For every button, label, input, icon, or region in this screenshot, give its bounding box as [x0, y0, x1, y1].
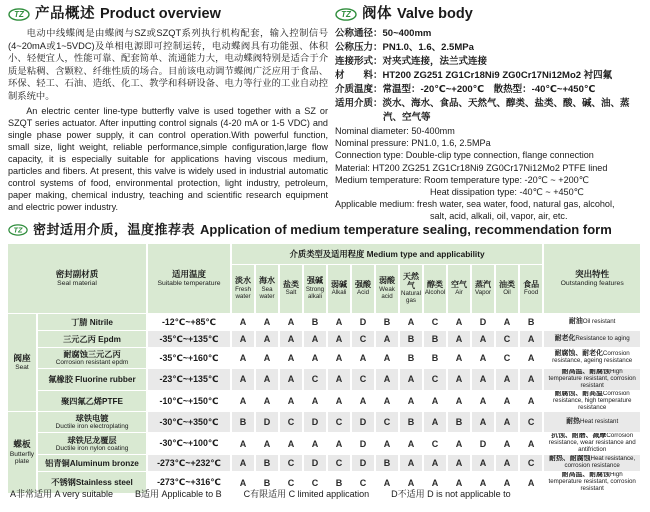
grade-cell: A: [328, 314, 350, 330]
feature-zh: 耐老化: [554, 334, 576, 342]
grade-cell: C: [424, 314, 446, 330]
table-row: [8, 348, 640, 368]
table-head: [8, 244, 640, 313]
grade-cell: C: [520, 412, 542, 432]
grade-cell: A: [232, 455, 254, 471]
medium-header-zh: 油类: [499, 279, 516, 289]
material-name: 丁腈 Nitrile: [71, 317, 113, 327]
product-overview-section: [8, 5, 328, 213]
material-cell: [38, 455, 146, 471]
grade-cell: B: [376, 455, 398, 471]
grade-cell: A: [400, 472, 422, 493]
grade-cell: A: [424, 412, 446, 432]
recommendation-heading: [8, 221, 644, 239]
grade-cell: A: [232, 369, 254, 390]
outstanding-features-header-en: Outstanding features: [560, 280, 624, 288]
legend-item: D不适用 D is not applicable to: [391, 489, 511, 499]
material-cell: [38, 331, 146, 347]
group-cell: [8, 314, 36, 411]
grade-cell: A: [472, 331, 494, 347]
group-label-zh: 蝶板: [13, 439, 31, 449]
recommendation-title-en: Application of medium temperature sealing, recommendation form: [200, 222, 612, 237]
medium-type-span-header: 介质类型及适用程度 Medium type and applicability: [232, 244, 542, 264]
grade-cell: A: [520, 433, 542, 454]
material-name: 三元乙丙 Epdm: [63, 334, 121, 344]
brand-logo-icon: [8, 224, 28, 236]
medium-header-cell: [400, 265, 422, 313]
material-name-en: Ductile iron electroplating: [55, 423, 129, 431]
grade-cell: A: [520, 391, 542, 412]
grade-cell: A: [400, 391, 422, 412]
grade-cell: A: [448, 331, 470, 347]
material-name-en: Corrosion resistant epdm: [55, 359, 129, 366]
medium-header-en: Strong alkali: [305, 286, 325, 300]
grade-cell: A: [472, 455, 494, 471]
table-row: [8, 331, 640, 347]
medium-header-zh: 空气: [451, 279, 468, 289]
grade-cell: A: [352, 391, 374, 412]
feature-en: Resistance to aging: [575, 334, 630, 342]
feature-en: Heat resistance, corrosion resistance: [564, 455, 636, 470]
medium-header-en: Salt: [285, 289, 297, 297]
grade-cell: A: [400, 369, 422, 390]
grade-cell: A: [448, 433, 470, 454]
medium-header-en: Natural gas: [401, 290, 421, 305]
grade-cell: B: [424, 331, 446, 347]
grade-cell: A: [400, 433, 422, 454]
material-name: 耐腐蚀三元乙丙: [63, 350, 121, 359]
feature-en: Corrosion resistance, ageing resistance: [552, 350, 633, 364]
grade-cell: A: [328, 348, 350, 368]
brand-logo-icon: [335, 8, 357, 21]
medium-header-en: Alkali: [331, 289, 347, 297]
grade-cell: A: [376, 348, 398, 368]
material-name: 球铁尼龙覆层: [67, 435, 117, 445]
grade-cell: C: [352, 369, 374, 390]
grade-cell: A: [472, 348, 494, 368]
grade-cell: B: [304, 314, 326, 330]
grade-cell: A: [376, 472, 398, 493]
grade-cell: A: [280, 391, 302, 412]
grade-cell: A: [448, 314, 470, 330]
feature-cell: [544, 348, 640, 368]
grade-cell: A: [424, 391, 446, 412]
grade-cell: C: [280, 455, 302, 471]
feature-cell: [544, 472, 640, 493]
valve-body-zh-line: 公称通径：50~400mm: [335, 28, 432, 39]
seal-material-header-zh: 密封副材质: [55, 268, 99, 279]
medium-header-zh: 蒸汽: [475, 279, 492, 289]
grade-cell: B: [400, 331, 422, 347]
temperature-cell: -12℃~+85℃: [148, 314, 230, 330]
group-label-en: Seat: [15, 364, 29, 372]
grade-cell: A: [448, 391, 470, 412]
suitable-temperature-header-zh: 适用温度: [172, 268, 207, 279]
grade-cell: A: [496, 314, 518, 330]
grade-cell: A: [400, 314, 422, 330]
feature-zh: 耐高温、耐腐蚀: [561, 472, 610, 479]
grade-cell: C: [520, 455, 542, 471]
overview-title-zh: 产品概述: [35, 6, 95, 22]
grade-cell: A: [232, 348, 254, 368]
grade-cell: A: [496, 433, 518, 454]
grade-cell: A: [496, 412, 518, 432]
grade-cell: A: [304, 433, 326, 454]
feature-cell: [544, 433, 640, 454]
grade-cell: A: [328, 433, 350, 454]
grade-cell: A: [520, 472, 542, 493]
grade-cell: A: [496, 369, 518, 390]
grade-cell: A: [472, 472, 494, 493]
table-row: [8, 433, 640, 454]
legend-item: A非常适用 A very suitable: [10, 489, 114, 499]
grade-cell: D: [472, 314, 494, 330]
grade-cell: D: [352, 412, 374, 432]
legend-item: C有限适用 C limited application: [243, 489, 370, 499]
legend-item: B适用 Applicable to B: [135, 489, 222, 499]
grade-cell: A: [232, 433, 254, 454]
overview-heading: [8, 5, 328, 23]
valve-body-zh-line: 公称压力：PN1.0、1.6、2.5MPa: [335, 42, 474, 53]
feature-cell: [544, 331, 640, 347]
seal-material-header-en: Seal material: [57, 280, 97, 288]
material-cell: [38, 314, 146, 330]
valve-body-en-line: Nominal pressure: PN1.0, 1.6, 2.5MPa: [335, 138, 491, 149]
grade-cell: B: [400, 348, 422, 368]
grade-cell: A: [280, 348, 302, 368]
grade-cell: D: [472, 433, 494, 454]
grade-cell: A: [448, 455, 470, 471]
medium-header-en: Oil: [503, 289, 511, 297]
valve-body-title-en: Valve body: [397, 6, 473, 22]
medium-header-en: Vapor: [474, 289, 492, 297]
grade-cell: A: [424, 455, 446, 471]
grade-cell: B: [400, 412, 422, 432]
feature-en: High temperature resistant, corrosion resistant: [548, 369, 636, 389]
material-name-en: Ductile iron nylon coating: [55, 444, 129, 452]
table-header-row: [8, 244, 640, 264]
grade-cell: A: [520, 369, 542, 390]
material-cell: [38, 412, 146, 432]
table-row: [8, 412, 640, 432]
grade-cell: C: [328, 412, 350, 432]
grade-cell: A: [496, 391, 518, 412]
table-row: [8, 455, 640, 471]
temperature-cell: -30℃~+100℃: [148, 433, 230, 454]
temperature-cell: -10℃~+150℃: [148, 391, 230, 412]
grade-cell: A: [232, 391, 254, 412]
feature-zh: 耐腐蚀、耐高温: [554, 390, 603, 397]
grade-cell: A: [424, 472, 446, 493]
grade-cell: A: [400, 455, 422, 471]
grade-cell: B: [424, 348, 446, 368]
grade-cell: B: [328, 472, 350, 493]
medium-header-zh: 弱酸: [379, 276, 396, 286]
table-row: [8, 391, 640, 412]
grade-cell: A: [256, 348, 278, 368]
recommendation-section: [8, 221, 644, 494]
medium-header-en: Weak acid: [379, 286, 395, 300]
feature-zh: 耐热、耐腐蚀: [549, 455, 591, 463]
medium-header-cell: [352, 265, 374, 313]
medium-header-zh: 食品: [523, 279, 540, 289]
medium-header-zh: 盐类: [283, 279, 300, 289]
medium-header-cell: [376, 265, 398, 313]
grade-cell: C: [280, 412, 302, 432]
grade-cell: A: [280, 331, 302, 347]
medium-header-zh: 强碱: [307, 276, 324, 286]
grade-cell: A: [448, 472, 470, 493]
group-cell: [8, 412, 36, 492]
group-label-en: Butterfly plate: [9, 450, 35, 465]
medium-header-cell: [256, 265, 278, 313]
legend-row: [10, 489, 511, 500]
grade-cell: D: [352, 455, 374, 471]
grade-cell: A: [496, 472, 518, 493]
grade-cell: B: [256, 472, 278, 493]
overview-paragraph-zh: 电动中线蝶阀是由蝶阀与SZ或SZQT系列执行机构配套，输入控制信号(4~20mA或1~5VDC)及单相电源即可控制运转，电动蝶阀具有功能强、体积小、轻便宜人，性能可靠、配套简单、流通能力大，电动蝶阀特别是适合于介质是粘稠、含颗粒、纤维性质的场合。目前该电动调节蝶阀广泛应用于食品、环保、轻工、石油、造纸、化工、教学和科研设备、电力等行业的工业自动控制系统中。: [8, 28, 328, 101]
temperature-cell: -35℃~+160℃: [148, 348, 230, 368]
valve-body-en-line: Heat dissipation type: -40℃ ~ +450℃: [430, 187, 584, 198]
grade-cell: A: [376, 433, 398, 454]
grade-cell: B: [256, 455, 278, 471]
grade-cell: D: [256, 412, 278, 432]
medium-header-zh: 海水: [259, 276, 276, 286]
material-name: 聚四氟乙烯PTFE: [61, 396, 123, 406]
grade-cell: A: [256, 331, 278, 347]
suitable-temperature-header-en: Suitable temperature: [157, 280, 221, 288]
medium-header-en: Food: [524, 289, 539, 297]
grade-cell: D: [304, 455, 326, 471]
material-name: 氟橡胶 Fluorine rubber: [48, 374, 136, 384]
grade-cell: C: [328, 455, 350, 471]
material-name: 铝青铜Aluminum bronze: [45, 458, 139, 468]
temperature-cell: -35℃~+135℃: [148, 331, 230, 347]
feature-zh: 耐腐蚀、耐老化: [554, 350, 603, 358]
valve-body-zh-line: 连接形式：对夹式连接，法兰式连接: [335, 56, 488, 67]
medium-header-cell: [520, 265, 542, 313]
feature-en: Heat resistant: [579, 417, 619, 425]
medium-header-cell: [232, 265, 254, 313]
grade-cell: D: [352, 433, 374, 454]
temperature-cell: -23℃~+135℃: [148, 369, 230, 390]
grade-cell: A: [376, 331, 398, 347]
feature-zh: 耐油: [568, 317, 583, 325]
material-cell: [38, 348, 146, 368]
grade-cell: A: [304, 391, 326, 412]
medium-header-en: Fresh water: [235, 286, 251, 300]
medium-header-cell: [328, 265, 350, 313]
table-row: [8, 369, 640, 390]
medium-header-cell: [448, 265, 470, 313]
temperature-cell: -273℃~+316℃: [148, 472, 230, 493]
feature-zh: 抗蚀、耐磨、减摩: [551, 433, 607, 440]
svg-text:TZ: TZ: [341, 9, 351, 19]
grade-cell: A: [304, 348, 326, 368]
grade-cell: A: [232, 472, 254, 493]
material-cell: [38, 391, 146, 412]
grade-cell: C: [304, 472, 326, 493]
valve-body-zh-line: 适用介质：淡水、海水、食品、天然气、醇类、盐类、酸、碱、油、蒸汽、空气等: [335, 98, 630, 123]
medium-header-en: Air: [455, 289, 463, 297]
grade-cell: C: [280, 472, 302, 493]
grade-cell: A: [280, 369, 302, 390]
medium-header-cell: [304, 265, 326, 313]
medium-header-zh: 天然气: [403, 272, 420, 290]
grade-cell: A: [496, 455, 518, 471]
feature-en: Oil resistant: [582, 317, 616, 325]
recommendation-table: [6, 243, 642, 494]
valve-body-heading: [335, 5, 645, 23]
feature-en: Corrosion resistance, high temperature resistance: [552, 390, 632, 411]
grade-cell: A: [328, 331, 350, 347]
grade-cell: A: [472, 369, 494, 390]
medium-header-zh: 强酸: [355, 279, 372, 289]
table-body: [8, 314, 640, 493]
valve-body-en-lines: [335, 125, 645, 223]
grade-cell: A: [256, 391, 278, 412]
grade-cell: A: [328, 391, 350, 412]
material-name: 不锈钢Stainless steel: [51, 478, 133, 488]
grade-cell: C: [424, 433, 446, 454]
medium-header-zh: 醇类: [427, 279, 444, 289]
grade-cell: A: [352, 348, 374, 368]
valve-body-zh-lines: [335, 27, 645, 125]
medium-header-zh: 淡水: [235, 276, 252, 286]
outstanding-features-header: [544, 244, 640, 313]
grade-cell: A: [376, 391, 398, 412]
medium-header-zh: 弱碱: [331, 279, 348, 289]
grade-cell: A: [520, 331, 542, 347]
grade-cell: B: [448, 412, 470, 432]
grade-cell: A: [304, 331, 326, 347]
grade-cell: D: [304, 412, 326, 432]
brand-logo-icon: [8, 8, 30, 21]
overview-title-en: Product overview: [100, 6, 221, 22]
feature-cell: [544, 455, 640, 471]
grade-cell: A: [232, 314, 254, 330]
valve-body-en-line: Material: HT200 ZG251 ZG1Cr18Ni9 ZG0Cr17Ni12Mo2 PTFE lined: [335, 162, 608, 173]
medium-header-en: Alcohol: [424, 289, 446, 297]
medium-header-cell: [496, 265, 518, 313]
valve-body-en-line: Applicable medium: fresh water, sea water, food, natural gas, alcohol,: [335, 199, 615, 210]
feature-cell: [544, 412, 640, 432]
grade-cell: B: [376, 314, 398, 330]
grade-cell: A: [256, 433, 278, 454]
grade-cell: A: [376, 369, 398, 390]
feature-zh: 耐热: [566, 417, 580, 425]
overview-paragraph-en: An electric center line-type butterfly valve is used together with a SZ or SZQT series actuator. After inputting control signals (4-20 mA or 1-5 VDC) and single phase power supply, it can control operation.With powerful function, small size, light weight, reliable performance,simple configuration,large flow capacity, it is especially suitable for applications having viscous medium, particles and fibers. At present, this valve is widely used in industrial automatic control systems of food, environmental protection, light industry, petroleum, paper making, chemical industry, teaching and scientific research equipment and electric power industry.: [8, 105, 328, 212]
recommendation-title-zh: 密封适用介质，温度推荐表: [33, 222, 196, 237]
valve-body-en-line: Connection type: Double-clip type connection, flange connection: [335, 150, 594, 161]
temperature-cell: -273℃~+232℃: [148, 455, 230, 471]
material-cell: [38, 369, 146, 390]
feature-cell: [544, 369, 640, 390]
grade-cell: C: [424, 369, 446, 390]
grade-cell: C: [496, 331, 518, 347]
grade-cell: A: [472, 412, 494, 432]
grade-cell: A: [448, 348, 470, 368]
grade-cell: B: [520, 314, 542, 330]
table-row: [8, 314, 640, 330]
suitable-temperature-header: [148, 244, 230, 313]
grade-cell: B: [232, 412, 254, 432]
outstanding-features-header-zh: 突出特性: [575, 268, 610, 279]
grade-cell: A: [256, 314, 278, 330]
material-cell: [38, 433, 146, 454]
grade-cell: A: [328, 369, 350, 390]
grade-cell: A: [472, 391, 494, 412]
seal-material-header: [8, 244, 146, 313]
material-name: 球铁电镀: [75, 414, 109, 424]
feature-en: Corrosion resistance, wear resistance and antifriction: [548, 433, 636, 454]
temperature-cell: -30℃~+350℃: [148, 412, 230, 432]
valve-body-zh-line: 材 料：HT200 ZG251 ZG1Cr18Ni9 ZG0Cr17Ni12Mo2 衬四氟: [335, 70, 613, 81]
medium-header-cell: [424, 265, 446, 313]
grade-cell: A: [520, 348, 542, 368]
grade-cell: C: [376, 412, 398, 432]
feature-cell: [544, 314, 640, 330]
medium-header-en: Acid: [356, 289, 370, 297]
medium-header-cell: [280, 265, 302, 313]
valve-body-zh-line: 介质温度：常温型：-20℃~+200℃ 散热型：-40℃~+450℃: [335, 84, 596, 95]
medium-header-en: Sea water: [259, 286, 275, 300]
group-label-zh: 阀座: [13, 352, 31, 363]
svg-text:TZ: TZ: [13, 225, 23, 235]
feature-cell: [544, 391, 640, 412]
grade-cell: A: [256, 369, 278, 390]
grade-cell: C: [496, 348, 518, 368]
valve-body-en-line: Medium temperature: Room temperature type: -20℃ ~ +200℃: [335, 174, 589, 185]
grade-cell: C: [304, 369, 326, 390]
valve-body-section: [335, 5, 645, 223]
grade-cell: A: [280, 314, 302, 330]
medium-header-cell: [472, 265, 494, 313]
feature-zh: 耐高温、耐腐蚀: [561, 369, 610, 375]
grade-cell: C: [352, 472, 374, 493]
valve-body-title-zh: 阀体: [362, 6, 392, 22]
feature-en: High temperature resistant, corrosion resistant: [548, 472, 636, 492]
grade-cell: A: [232, 331, 254, 347]
grade-cell: A: [280, 433, 302, 454]
grade-cell: C: [352, 331, 374, 347]
valve-body-en-line: Nominal diameter: 50-400mm: [335, 126, 455, 136]
grade-cell: D: [352, 314, 374, 330]
grade-cell: A: [448, 369, 470, 390]
valve-body-en-line: salt, acid, alkali, oil, vapor, air, etc.: [430, 211, 568, 222]
svg-text:TZ: TZ: [14, 9, 24, 19]
